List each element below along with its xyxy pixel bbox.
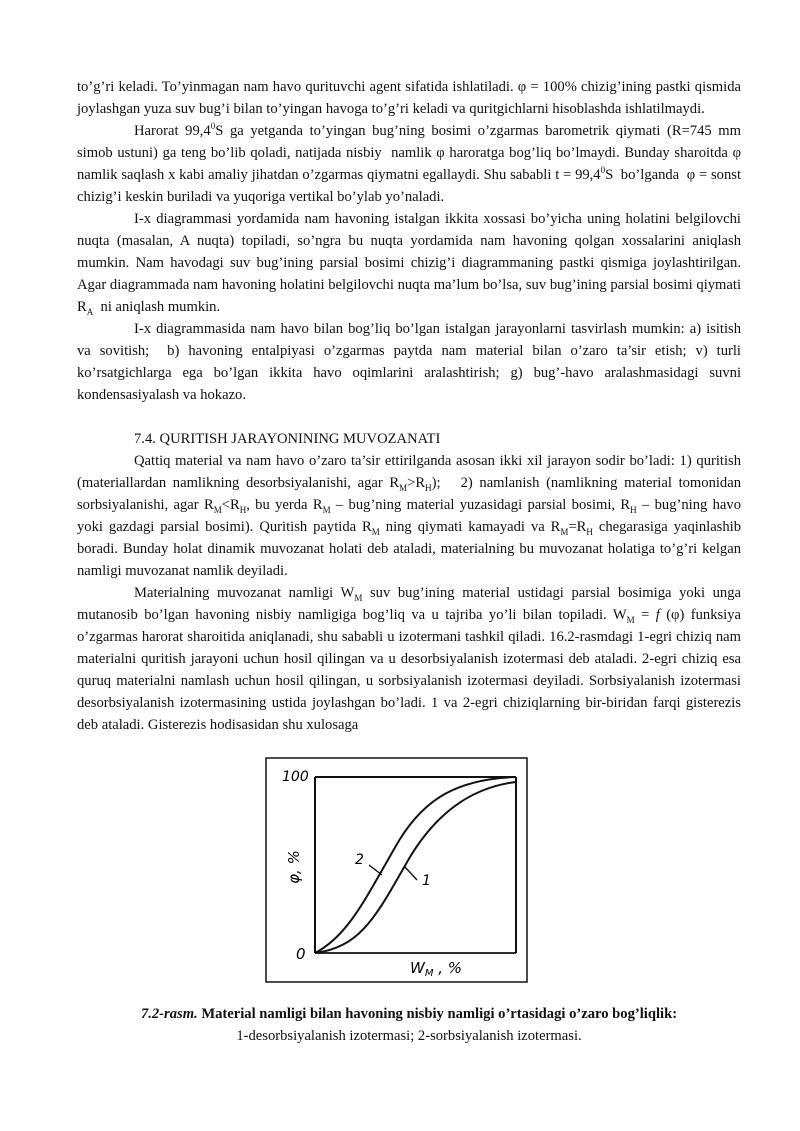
section-heading: 7.4. QURITISH JARAYONINING MUVOZANATI	[134, 431, 441, 447]
page-body	[77, 76, 741, 736]
paragraph-6: Materialning muvozanat namligi $W_M$ suv bug’ining material ustidagi parsial bosimiga yoki unga mutanosib bo’lgan havoning nisbiy namligiga bog’liq va u tajriba yo’li bilan topiladi. $W_M = f$ (φ) funksiya o’zgarmas harorat sharoitida aniqlanadi, shu sababli u izotermani tashkil qiladi. 16.2-rasmdagi 1-egri chiziq nam materialni quritish jarayoni uchun hosil qilingan va u desorbsiyalanish izotermasi deb ataladi. 2-egri chiziq esa quruq materialni namlash uchun hosil qilingan, u sorbsiyalanish izotermasi deyiladi. Sorbsiyalanish izotermasi desorbsiyalanish izotermasining ustida joylashgan bo’ladi. 1 va 2-egri chiziqlarning bir-biridan farqi gisterezis deb ataladi. Gisterezis hodisasidan shu xulosaga	[77, 585, 742, 733]
curve-1-label: 1	[422, 873, 431, 889]
paragraph-5: Qattiq material va nam havo o’zaro ta’sir ettirilganda asosan ikki xil jarayon sodir bo’ladi: 1) quritish (materiallardan namlikning desorbsiyalanishi, agar $R_M>R_H$); 2) namlanish (namlikning material tomonidan sorbsiyalanishi, agar $R_M<R_H$, bu yerda $R_M$ – bug’ning material yuzasidagi parsial bosimi, $R_H$ – bug’ning havo yoki gazdagi parsial bosimi). Quritish paytida $R_M$ ning qiymati kamayadi va $R_M=R_H$ chegarasiga yaqinlashib boradi. Bunday holat dinamik muvozanat holati deb ataladi, materialning bu muvozanat holatiga to’g’ri kelgan namligi muvozanat namlik deyiladi.	[77, 453, 741, 579]
isotherm-plot	[265, 757, 528, 983]
paragraph-3: I-x diagrammasi yordamida nam havoning istalgan ikkita xossasi bo’yicha uning holatini belgilovchi nuqta (masalan, A nuqta) topiladi, so’ngra bu nuqta yordamida nam havoning qolgan xossalarini aniqlash mumkin. Nam havodagi suv bug’ining parsial bosimi chizig’i diagrammaning pastki qismiga joylashtirilgan. Agar diagrammada nam havoning holatini belgilovchi nuqta ma’lum bo’lsa, suv bug’ining parsial bosimi qiymati $R_A$ ni aniqlash mumkin.	[77, 211, 741, 317]
caption-title: Material namligi bilan havoning nisbiy namligi o’rtasidagi o’zaro bog’liqlik:	[201, 1006, 678, 1022]
caption-subtitle: 1-desorbsiyalanish izotermasi; 2-sorbsiyalanish izotermasi.	[236, 1028, 582, 1044]
figure-caption	[77, 1003, 741, 1047]
caption-number: 7.2-rasm.	[140, 1006, 198, 1022]
y-axis-label: φ, %	[285, 850, 303, 884]
paragraph-2: Harorat 99,4$^0$S ga yetganda to’yingan bug’ning bosimi o’zgarmas barometrik qiymati (R=745 mm simob ustuni) ga teng bo’lib qoladi, natijada nisbiy namlik φ haroratga bog’liq bo’lmaydi. Bunday sharoitda φ namlik saqlash x kabi amaliy jihatdan o’zgarmas qiymatni egallaydi. Shu sababli $t = 99,4^0S$ bo’lganda φ = sonst chizig’i keskin buriladi va yuqoriga vertikal bo’ylab yo’naladi.	[77, 121, 741, 205]
paragraph-1: to’g’ri keladi. To’yinmagan nam havo qurituvchi agent sifatida ishlatiladi. φ = 100% chizig’ining pastki qismida joylashgan yuza suv bug’i bilan to’yingan havoga to’g’ri keladi va quritgichlarni hisoblashda ishlatilmaydi.	[77, 79, 741, 117]
curve-2-label: 2	[355, 852, 364, 868]
isotherm-figure	[265, 757, 528, 983]
x-axis-label: $W_M$ , %	[410, 959, 463, 979]
y-top-label: 100	[282, 769, 309, 785]
origin-label: 0	[296, 945, 306, 963]
paragraph-4: I-x diagrammasida nam havo bilan bog’liq bo’lgan istalgan jarayonlarni tasvirlash mumkin: a) isitish va sovitish; b) havoning entalpiyasi o’zgarmas paytda nam material bilan o’zaro ta’sir etish; v) turli ko’rsatgichlarga ega bo’lgan ikkita havo oqimlarini aralashtirish; g) bug’-havo aralashmasidagi suvni kondensasiyalash va hokazo.	[77, 321, 741, 403]
